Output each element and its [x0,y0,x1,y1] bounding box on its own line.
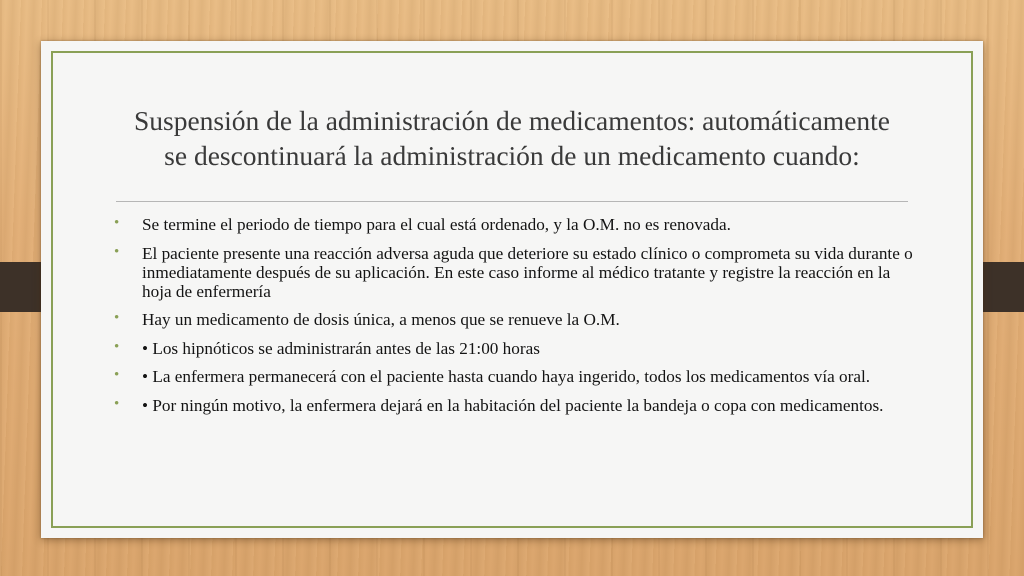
bullet-item [114,244,914,301]
bullet-text: Hay un medicamento de dosis única, a menos que se renueve la O.M. [142,310,620,329]
bullet-text: El paciente presente una reacción adversa aguda que deteriore su estado clínico o comprometa su vida durante o inmediatamente después de su aplicación. En este caso informe al médico tratante y registre la reacción en la hoja de enfermería [142,243,913,301]
bullet-text: Se termine el periodo de tiempo para el cual está ordenado, y la O.M. no es renovada. [142,215,731,234]
slide-title [101,103,923,173]
bullet-dot-icon: • [114,310,120,326]
bullet-item [114,396,914,415]
slide-title-line-1: Suspensión de la administración de medicamentos: automáticamente [133,105,891,136]
bullet-item [114,215,914,234]
bullet-dot-icon: • [114,367,120,383]
bullet-item [114,339,914,358]
bullet-dot-icon: • [114,338,120,355]
title-divider [116,201,908,202]
bullet-dot-icon: • [114,215,120,231]
slide-paper [41,41,983,538]
bullet-list [114,215,914,424]
bullet-dot-icon: • [114,243,120,260]
slide-title-line-2: se descontinuará la administración de un medicamento cuando: [164,140,860,171]
bullet-item [114,367,914,386]
bullet-item [114,310,914,329]
bullet-text: • Los hipnóticos se administrarán antes de las 21:00 horas [142,338,540,358]
bullet-dot-icon: • [114,395,120,412]
bullet-text: • La enfermera permanecerá con el paciente hasta cuando haya ingerido, todos los medicamentos vía oral. [142,367,871,386]
bullet-text: • Por ningún motivo, la enfermera dejará en la habitación del paciente la bandeja o copa con medicamentos. [142,395,884,415]
